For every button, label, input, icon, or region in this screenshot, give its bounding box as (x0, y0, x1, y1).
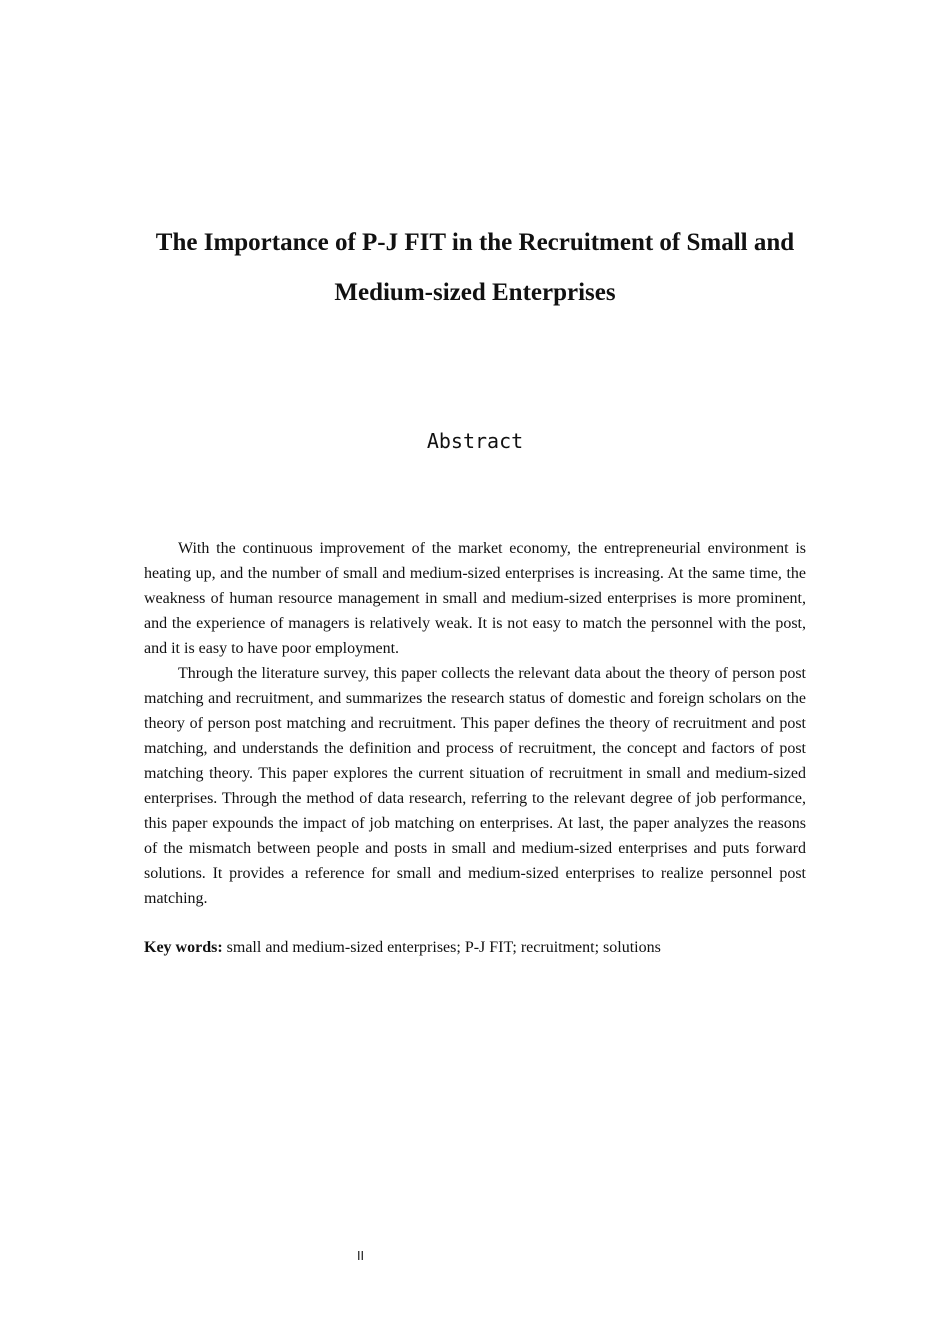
keywords-line (144, 935, 806, 960)
abstract-paragraph-1: With the continuous improvement of the market economy, the entrepreneurial environment is heating up, and the number of small and medium-sized enterprises is increasing. At the same time, the weakness of human resource management in small and medium-sized enterprises is more prominent, and the experience of managers is relatively weak. It is not easy to match the personnel with the post, and it is easy to have poor employment. (144, 540, 806, 657)
abstract-body (144, 536, 806, 911)
keywords-label: Key words: (144, 939, 223, 956)
paper-title-line-1: The Importance of P-J FIT in the Recruitment of Small and (155, 229, 795, 256)
keywords-text: small and medium-sized enterprises; P-J FIT; recruitment; solutions (222, 939, 661, 956)
abstract-heading: Abstract (426, 429, 524, 453)
abstract-paragraph-2: Through the literature survey, this paper collects the relevant data about the theory of person post matching and recruitment, and summarizes the research status of domestic and foreign scholars on the theory of person post matching and recruitment. This paper defines the theory of recruitment and post matching, and understands the definition and process of recruitment, the concept and factors of post matching theory. This paper explores the current situation of recruitment in small and medium-sized enterprises. Through the method of data research, referring to the relevant degree of job performance, this paper expounds the impact of job matching on enterprises. At last, the paper analyzes the reasons of the mismatch between people and posts in small and medium-sized enterprises and puts forward solutions. It provides a reference for small and medium-sized enterprises to realize personnel post matching. (144, 665, 806, 907)
page-number: II (357, 1249, 365, 1263)
paper-title (120, 218, 830, 318)
paper-title-line-2: Medium-sized Enterprises (334, 279, 616, 306)
